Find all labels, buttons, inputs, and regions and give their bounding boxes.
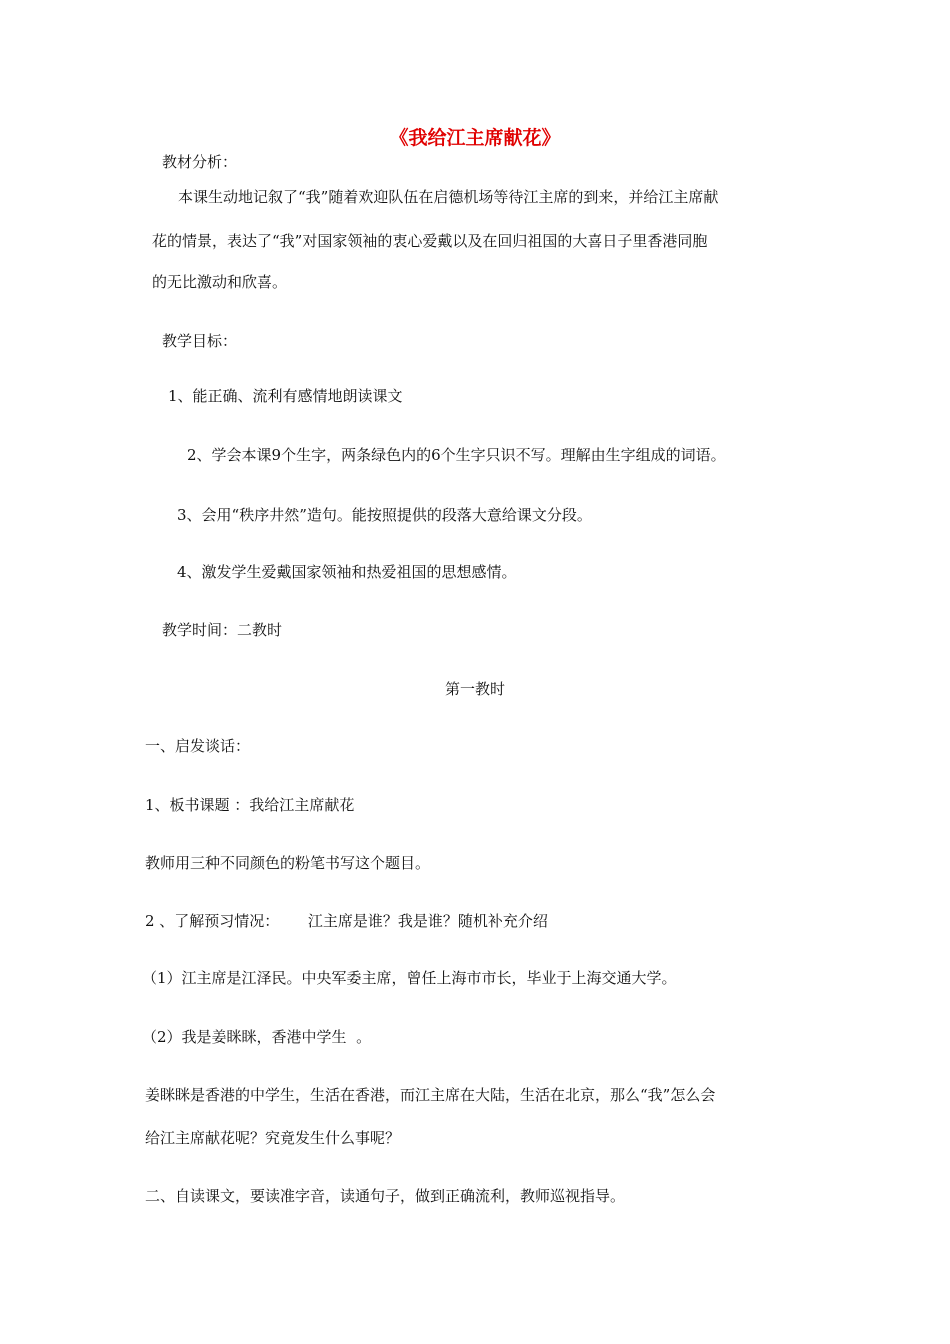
paragraph-line: 教师用三种不同颜色的粉笔书写这个题目。	[145, 854, 431, 872]
paragraph-line: 本课生动地记叙了“我”随着欢迎队伍在启德机场等待江主席的到来，并给江主席献	[178, 188, 719, 206]
sub-item: （1）江主席是江泽民。中央军委主席，曾任上海市市长，毕业于上海交通大学。	[142, 969, 677, 987]
step-item: 1、板书课题 ：我给江主席献花	[145, 796, 355, 814]
step-heading: 一、启发谈话：	[145, 737, 251, 755]
goal-item: 4、激发学生爱戴国家领袖和热爱祖国的思想感情。	[177, 563, 517, 581]
sub-item: （2）我是姜眯眯，香港中学生 。	[142, 1028, 372, 1046]
paragraph-line: 姜眯眯是香港的中学生，生活在香港，而江主席在大陆，生活在北京，那么“我”怎么会	[145, 1086, 716, 1104]
section-heading-time: 教学时间：二教时	[162, 621, 283, 639]
section-heading-goals: 教学目标：	[162, 332, 238, 350]
step-item: 2 、了解预习情况： 江主席是谁？我是谁？随机补充介绍	[145, 912, 548, 930]
paragraph-line: 给江主席献花呢？究竟发生什么事呢？	[145, 1129, 401, 1147]
paragraph-line: 花的情景，表达了“我”对国家领袖的衷心爱戴以及在回归祖国的大喜日子里香港同胞	[152, 232, 708, 250]
section-heading-analysis: 教材分析：	[162, 153, 238, 171]
lesson-heading: 第一教时	[444, 680, 505, 698]
goal-item: 3、会用“秩序井然”造句。能按照提供的段落大意给课文分段。	[177, 506, 592, 524]
document-title: 《我给江主席献花》	[389, 127, 561, 149]
goal-item: 1、能正确、流利有感情地朗读课文	[168, 387, 403, 405]
goal-item: 2、学会本课9个生字，两条绿色内的6个生字只识不写。理解由生字组成的词语。	[187, 446, 726, 464]
paragraph-line: 的无比激动和欣喜。	[152, 273, 288, 291]
step-heading: 二、自读课文，要读准字音，读通句子，做到正确流利，教师巡视指导。	[145, 1187, 626, 1205]
